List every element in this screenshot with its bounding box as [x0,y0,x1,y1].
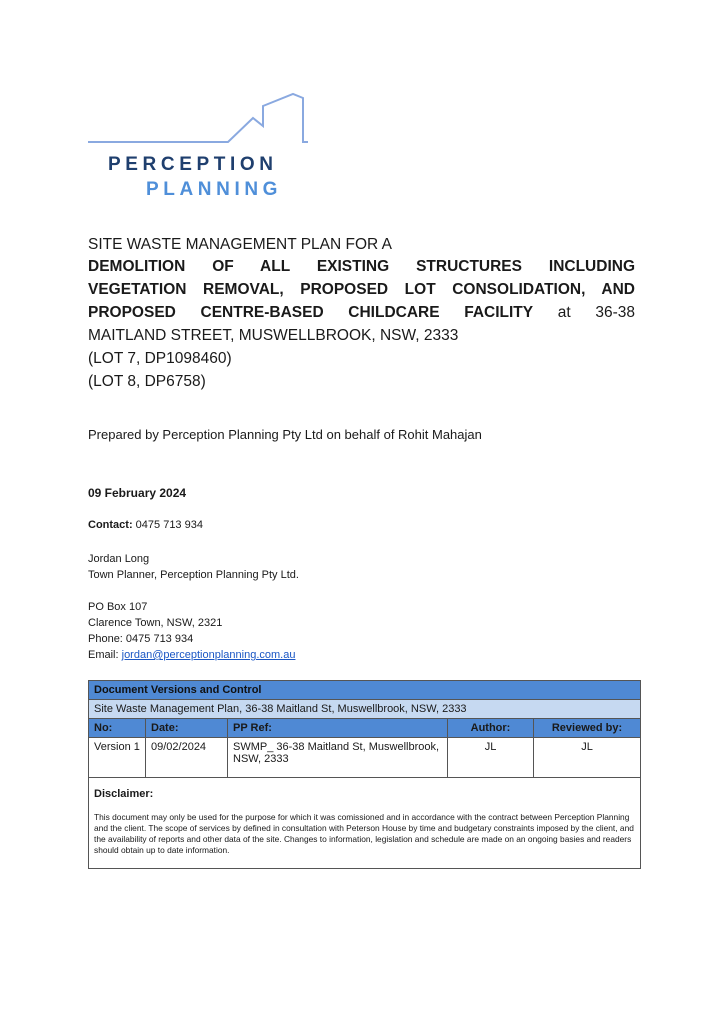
row-ppref: SWMP_ 36-38 Maitland St, Muswellbrook, NSW, 2333 [228,738,448,778]
column-header-ppref: PP Ref: [228,719,448,738]
email-label: Email: [88,649,119,661]
column-header-reviewed: Reviewed by: [534,719,641,738]
title-bold-line-2: VEGETATION REMOVAL, PROPOSED LOT CONSOLIDATION, AND [88,281,635,298]
table-title: Document Versions and Control [89,681,641,700]
postal-box: PO Box 107 [88,601,148,613]
document-date: 09 February 2024 [88,486,187,500]
title-bold-text-3: PROPOSED CENTRE-BASED CHILDCARE FACILITY [88,304,534,321]
disclaimer-text: This document may only be used for the purpose for which it was comissioned and in accordance with the contract between Perception Planning and the client. The scope of services by defined in consultation with Peterson House by time and budgetary constraints imposed by the client, and the availability of reports and other data of the site. Changes to information, legislation and schedule are made on an ongoing basies and readers should obtain up to date information. [94,812,634,855]
disclaimer-cell [89,778,641,869]
table-subtitle: Site Waste Management Plan, 36-38 Maitland St, Muswellbrook, NSW, 2333 [89,700,641,719]
logo-word-planning: PLANNING [146,179,283,200]
perception-planning-logo [88,92,308,202]
document-title [88,234,635,393]
title-lot-1: (LOT 7, DP1098460) [88,350,232,367]
postal-email-line [88,647,295,663]
postal-block [88,599,295,663]
column-header-no: No: [89,719,146,738]
row-author: JL [448,738,534,778]
title-bold-line-3 [88,301,635,324]
postal-town: Clarence Town, NSW, 2321 [88,617,223,629]
disclaimer-title: Disclaimer: [94,788,154,800]
title-line-1: SITE WASTE MANAGEMENT PLAN FOR A [88,236,393,253]
email-link[interactable]: jordan@perceptionplanning.com.au [121,649,296,661]
contact-phone: 0475 713 934 [135,519,203,531]
row-reviewed: JL [534,738,641,778]
house-outline-icon [88,92,308,152]
author-role: Town Planner, Perception Planning Pty Ltd. [88,569,299,581]
contact-label: Contact: [88,519,133,531]
document-control-table [88,680,641,869]
postal-phone: Phone: 0475 713 934 [88,633,194,645]
column-header-date: Date: [146,719,228,738]
row-date: 09/02/2024 [146,738,228,778]
title-at-text: at 36-38 [557,304,635,321]
prepared-by: Prepared by Perception Planning Pty Ltd on behalf of Rohit Mahajan [88,427,482,442]
title-lot-2: (LOT 8, DP6758) [88,373,206,390]
logo-word-perception: PERCEPTION [108,154,278,175]
title-bold-line-1: DEMOLITION OF ALL EXISTING STRUCTURES INCLUDING [88,258,635,275]
contact-line [88,519,203,531]
title-address: MAITLAND STREET, MUSWELLBROOK, NSW, 2333 [88,327,459,344]
row-version: Version 1 [89,738,146,778]
column-header-author: Author: [448,719,534,738]
author-block [88,551,299,583]
author-name: Jordan Long [88,553,150,565]
